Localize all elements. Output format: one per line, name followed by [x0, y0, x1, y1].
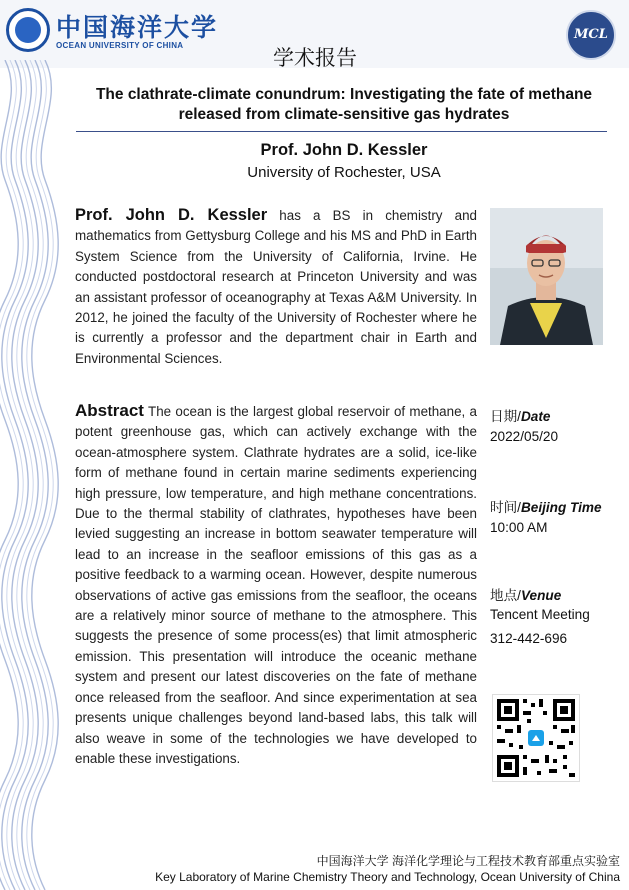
venue-label [490, 584, 561, 604]
speaker-bio [75, 205, 477, 369]
time-label [490, 496, 602, 516]
lab-logo-mark: MCL [574, 27, 608, 42]
time-label-cn: 时间/ [490, 500, 521, 515]
qr-code[interactable] [492, 694, 580, 782]
date-label [490, 405, 550, 425]
date-label-en: Date [520, 409, 551, 424]
abstract-text: The ocean is the largest global reservoir of methane, a potent greenhouse gas, which can actively exchange with the ocean-atmosphere system. Clathrate hydrates are a solid, ice-like form of methane found in certain marine sediments experiencing high pressure, low temperature, and high methane concentrations. Due to the thermal stability of clathrates, hypotheses have been levied suggesting an increase in bottom seawater temperature will lead to an increase in the seafloor emissions of this gas as a positive feedback to a warming ocean. However, despite numerous observations of active gas emissions from the seafloor, the oceans are a relatively minor source of methane to the atmosphere. This suggests the presence of some process(es) that limit atmospheric emission. This presentation will introduce the oceanic methane system and present our latest discoveries on the fate of methane once released from the seafloor. And since experimentation at sea presents unique challenges beyond land-based labs, this talk will also weave in some of the technologies we have developed to enable these investigations. [75, 404, 477, 766]
wave-pattern-decoration [0, 60, 80, 890]
abstract-lead: Abstract [75, 401, 144, 420]
talk-title-line-1: The clathrate-climate conundrum: Investigating the fate of methane [95, 86, 593, 103]
venue-label-cn: 地点/ [490, 588, 521, 603]
school-name-cn: 中国海洋大学 [56, 13, 219, 42]
school-name-en: OCEAN UNIVERSITY OF CHINA [56, 41, 184, 50]
title-divider [76, 131, 607, 132]
venue-label-en: Venue [520, 588, 562, 603]
speaker-affiliation: University of Rochester, USA [247, 164, 441, 181]
venue-value: Tencent Meeting [490, 607, 590, 622]
bio-lead: Prof. John D. Kessler [75, 206, 268, 224]
talk-title-line-2: released from climate-sensitive gas hydrates [178, 106, 510, 123]
speaker-photo [490, 208, 603, 345]
footer-en: Key Laboratory of Marine Chemistry Theory and Technology, Ocean University of China [155, 870, 620, 884]
time-value: 10:00 AM [490, 520, 548, 535]
talk-title [70, 85, 618, 125]
date-label-cn: 日期/ [490, 409, 521, 424]
speaker-name: Prof. John D. Kessler [260, 141, 428, 159]
footer-cn: 中国海洋大学 海洋化学理论与工程技术教育部重点实验室 [316, 854, 620, 868]
abstract [75, 401, 477, 769]
university-logo [6, 8, 50, 52]
meeting-id: 312-442-696 [490, 631, 568, 646]
time-label-en: Beijing Time [520, 500, 602, 515]
lab-logo [566, 10, 616, 60]
bio-text: has a BS in chemistry and mathematics from Gettysburg College and his MS and PhD in Earth System Science from the University of California, Irvine. He conducted postdoctoral research at Princeton University and was an assistant professor of oceanography at Texas A&M University. In 2012, he joined the faculty of the University of Rochester where he is currently a professor and the department chair in Earth and Environmental Sciences. [75, 208, 477, 366]
page-heading: 学术报告 [273, 47, 357, 70]
date-value: 2022/05/20 [490, 429, 559, 444]
